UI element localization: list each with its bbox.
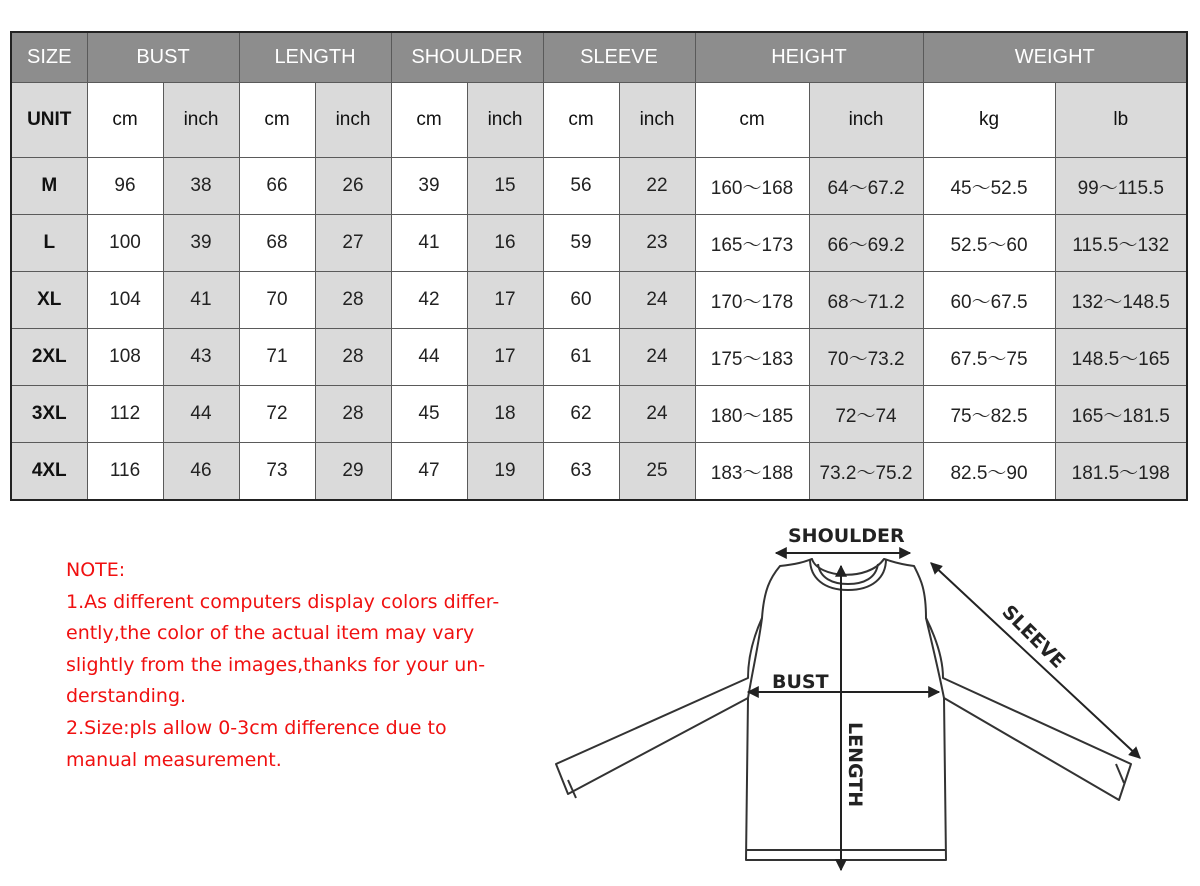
table-cell: 64～67.2 [809,158,923,215]
table-cell: 115.5～132 [1055,215,1187,272]
table-cell: 28 [315,329,391,386]
table-row [11,215,1187,272]
length-label: LENGTH [844,722,866,808]
table-cell: 183～188 [695,443,809,501]
unit-cell: kg [923,83,1055,158]
size-chart-table [10,31,1188,501]
table-cell: 18 [467,386,543,443]
table-row [11,329,1187,386]
table-cell: 29 [315,443,391,501]
table-cell: 100 [87,215,163,272]
table-cell: 63 [543,443,619,501]
table-cell: 73.2～75.2 [809,443,923,501]
size-label: 4XL [11,443,87,501]
table-cell: 27 [315,215,391,272]
table-cell: 39 [391,158,467,215]
table-cell: 170～178 [695,272,809,329]
header-row [11,32,1187,83]
note-block [66,555,556,776]
table-cell: 73 [239,443,315,501]
table-cell: 41 [391,215,467,272]
size-label: 3XL [11,386,87,443]
table-cell: 38 [163,158,239,215]
unit-cell: lb [1055,83,1187,158]
table-cell: 75～82.5 [923,386,1055,443]
note-line: manual measurement. [66,748,282,771]
unit-row [11,83,1187,158]
table-row [11,272,1187,329]
unit-label: UNIT [11,83,87,158]
table-row [11,443,1187,501]
table-cell: 68～71.2 [809,272,923,329]
table-cell: 99～115.5 [1055,158,1187,215]
unit-cell: inch [619,83,695,158]
table-cell: 26 [315,158,391,215]
table-cell: 70 [239,272,315,329]
table-cell: 165～181.5 [1055,386,1187,443]
table-cell: 44 [391,329,467,386]
note-line: derstanding. [66,685,187,708]
table-cell: 17 [467,329,543,386]
shirt-outline [556,559,1131,860]
table-cell: 72 [239,386,315,443]
table-cell: 60～67.5 [923,272,1055,329]
unit-cell: inch [809,83,923,158]
table-cell: 17 [467,272,543,329]
unit-cell: inch [467,83,543,158]
table-cell: 96 [87,158,163,215]
table-cell: 28 [315,386,391,443]
header-size: SIZE [11,32,87,83]
table-cell: 148.5～165 [1055,329,1187,386]
table-cell: 28 [315,272,391,329]
table-cell: 165～173 [695,215,809,272]
table-cell: 180～185 [695,386,809,443]
table-cell: 19 [467,443,543,501]
table-cell: 39 [163,215,239,272]
table-cell: 44 [163,386,239,443]
table-row [11,386,1187,443]
table-cell: 22 [619,158,695,215]
size-label: 2XL [11,329,87,386]
table-cell: 24 [619,329,695,386]
table-cell: 132～148.5 [1055,272,1187,329]
header-length: LENGTH [239,32,391,83]
shirt-measurement-diagram [548,518,1148,880]
unit-cell: cm [695,83,809,158]
table-cell: 23 [619,215,695,272]
note-line: ently,the color of the actual item may vary [66,622,475,645]
header-shoulder: SHOULDER [391,32,543,83]
table-cell: 24 [619,272,695,329]
table-cell: 116 [87,443,163,501]
unit-cell: cm [391,83,467,158]
table-cell: 70～73.2 [809,329,923,386]
shirt-body [556,559,1131,860]
table-cell: 56 [543,158,619,215]
header-bust: BUST [87,32,239,83]
table-cell: 24 [619,386,695,443]
left-cuff [568,780,576,798]
size-label: M [11,158,87,215]
table-cell: 46 [163,443,239,501]
table-cell: 108 [87,329,163,386]
table-cell: 112 [87,386,163,443]
note-line: 2.Size:pls allow 0-3cm difference due to [66,716,447,739]
table-cell: 41 [163,272,239,329]
table-cell: 61 [543,329,619,386]
table-cell: 45 [391,386,467,443]
sleeve-arrow [931,563,1140,758]
table-cell: 25 [619,443,695,501]
table-cell: 62 [543,386,619,443]
table-cell: 181.5～198 [1055,443,1187,501]
size-label: XL [11,272,87,329]
table-cell: 52.5～60 [923,215,1055,272]
table-cell: 104 [87,272,163,329]
table-cell: 175～183 [695,329,809,386]
unit-cell: cm [239,83,315,158]
sleeve-label: SLEEVE [997,600,1070,673]
table-cell: 72～74 [809,386,923,443]
note-line: slightly from the images,thanks for your un- [66,653,486,676]
table-cell: 68 [239,215,315,272]
shoulder-label: SHOULDER [788,525,905,547]
table-cell: 47 [391,443,467,501]
unit-cell: cm [543,83,619,158]
table-cell: 160～168 [695,158,809,215]
unit-cell: cm [87,83,163,158]
right-cuff [1116,764,1124,783]
unit-cell: inch [315,83,391,158]
header-height: HEIGHT [695,32,923,83]
table-cell: 82.5～90 [923,443,1055,501]
header-weight: WEIGHT [923,32,1187,83]
header-sleeve: SLEEVE [543,32,695,83]
table-cell: 16 [467,215,543,272]
table-cell: 42 [391,272,467,329]
table-cell: 60 [543,272,619,329]
note-line: 1.As different computers display colors differ- [66,590,500,613]
table-cell: 15 [467,158,543,215]
table-cell: 66 [239,158,315,215]
table-cell: 66～69.2 [809,215,923,272]
table-row [11,158,1187,215]
table-cell: 67.5～75 [923,329,1055,386]
table-cell: 43 [163,329,239,386]
size-label: L [11,215,87,272]
note-title: NOTE: [66,559,126,581]
table-cell: 45～52.5 [923,158,1055,215]
unit-cell: inch [163,83,239,158]
table-cell: 71 [239,329,315,386]
table-cell: 59 [543,215,619,272]
bust-label: BUST [772,671,829,693]
